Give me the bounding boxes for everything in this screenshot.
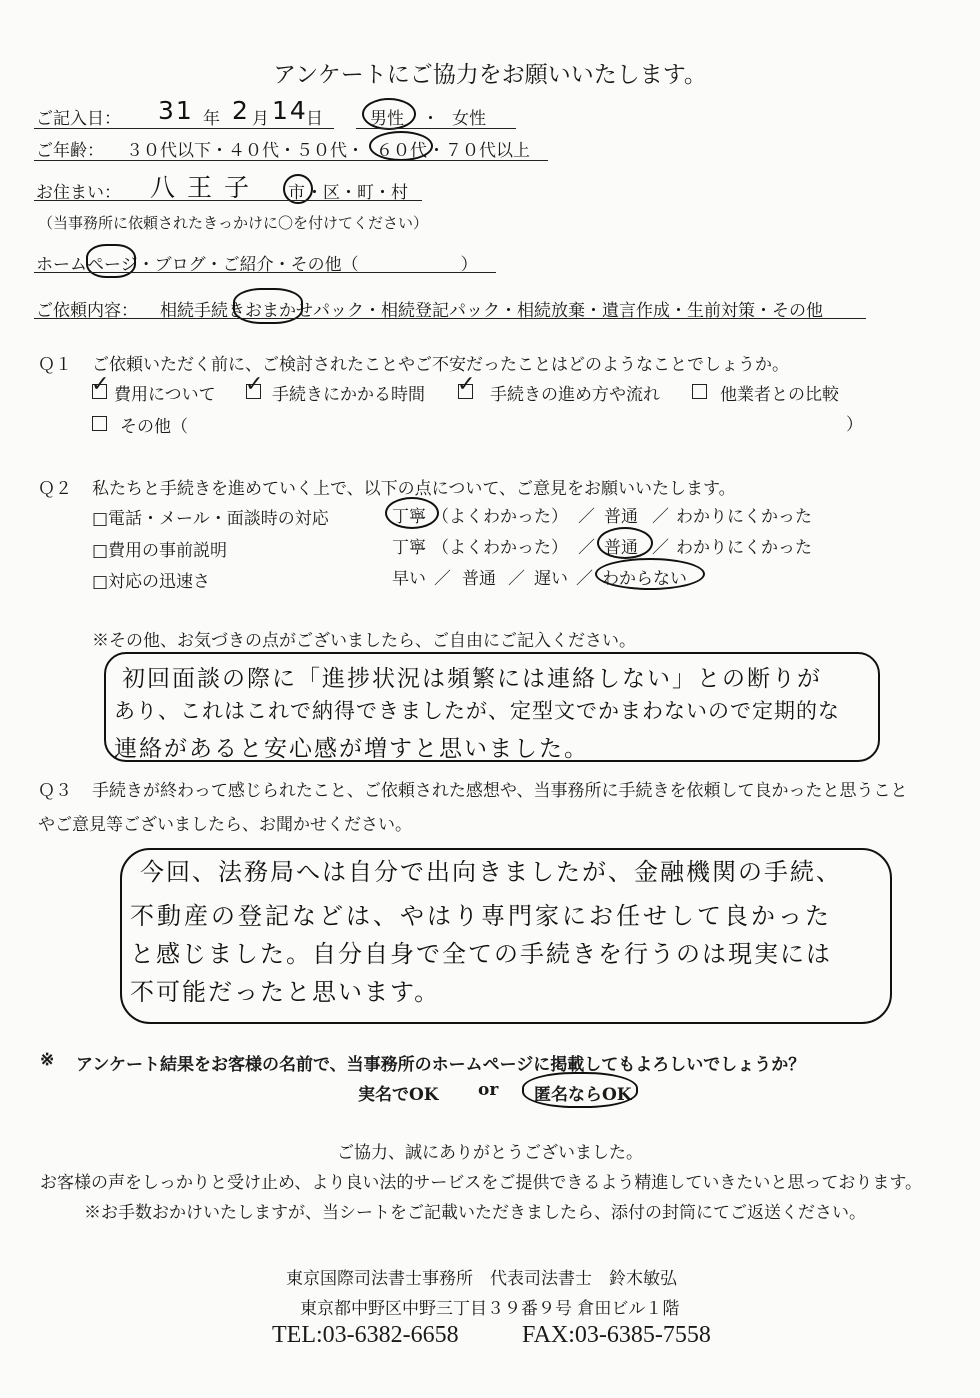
request-options[interactable]: 相続手続きおまかせパック・相続登記パック・相続放棄・遺言作成・生前対策・その他: [160, 301, 823, 321]
trigger-note: （当事務所に依頼されたきっかけに〇を付けてください）: [38, 214, 429, 232]
return-note: ※お手数おかけいたしますが、当シートをご記載いただきましたら、添付の封筒にてご返送ください。: [84, 1203, 866, 1223]
q1-item-time: 手続きにかかる時間: [272, 385, 425, 405]
q2-row1-selected-circle: [385, 497, 439, 529]
q1-item-compare: 他業者との比較: [720, 385, 839, 405]
q3-question-line1: 手続きが終わって感じられたこと、ご依頼された感想や、当事務所に手続きを依頼して良かったと思うこと: [92, 781, 908, 801]
address-city[interactable]: 八王子: [150, 173, 262, 202]
q2-comment-line: 連絡があると安心感が増すと思いました。: [114, 736, 589, 762]
page-title: アンケートにご協力をお願いいたします。: [273, 62, 707, 88]
q2-row2-opt3[interactable]: わかりにくかった: [676, 538, 812, 558]
q2-row1-opt3[interactable]: わかりにくかった: [676, 507, 812, 527]
address-label: お住まい：: [36, 183, 121, 203]
q2-row-label: □対応の迅速さ: [92, 572, 211, 592]
entry-year-unit: 年: [203, 109, 220, 129]
q3-comment-line: 不可能だったと思います。: [130, 978, 441, 1006]
q2-row2-opt1[interactable]: 丁寧: [392, 538, 426, 558]
entry-year[interactable]: 31: [158, 96, 194, 125]
q1-checkbox-cost[interactable]: ✓: [91, 372, 110, 397]
q1-checkbox-flow[interactable]: ✓: [457, 372, 476, 397]
q2-row1-slash: ／: [578, 507, 595, 527]
q3-number: Ｑ３: [38, 781, 72, 801]
office-fax: FAX:03-6385-7558: [522, 1322, 711, 1348]
q3-comment-line: 不動産の登記などは、やはり専門家にお任せして良かった: [130, 902, 832, 930]
request-label: ご依頼内容：: [36, 301, 138, 321]
publish-or: or: [478, 1080, 499, 1100]
publish-real-name[interactable]: 実名でOK: [358, 1085, 439, 1105]
entry-date-label: ご記入日：: [36, 109, 121, 129]
thanks-text: ご協力、誠にありがとうございました。: [337, 1143, 643, 1163]
age-label: ご年齢：: [36, 141, 104, 161]
q2-row-label: □電話・メール・面談時の対応: [92, 509, 329, 529]
q3-comment-line: 今回、法務局へは自分で出向きましたが、金融機関の手続、: [140, 858, 842, 886]
q2-row3-opt2[interactable]: 普通: [462, 569, 496, 589]
q2-row1-slash2: ／: [652, 507, 669, 527]
office-address: 東京都中野区中野三丁目３９番９号 倉田ビル１階: [300, 1299, 680, 1319]
entry-month-unit: 月: [252, 109, 269, 129]
q2-row2-opt1-note: （よくわかった）: [432, 538, 568, 558]
q2-number: Ｑ２: [38, 479, 72, 499]
publish-mark: ※: [40, 1050, 55, 1070]
gender-separator: ・: [422, 109, 439, 129]
q1-checkbox-compare[interactable]: [692, 384, 707, 399]
entry-month[interactable]: 2: [232, 96, 250, 125]
q2-row3-opt3[interactable]: 遅い: [534, 569, 568, 589]
q2-note: ※その他、お気づきの点がございましたら、ご自由にご記入ください。: [92, 631, 636, 651]
q2-row2-slash: ／: [578, 538, 595, 558]
closing-text: お客様の声をしっかりと受け止め、より良い法的サービスをご提供できるよう精進していきたいと思っております。: [40, 1173, 922, 1193]
q1-item-cost: 費用について: [114, 385, 216, 405]
q1-checkbox-time[interactable]: ✓: [245, 372, 264, 397]
q2-row1-opt1-note: （よくわかった）: [432, 507, 568, 527]
q2-row2-selected-circle: [597, 527, 653, 559]
age-selected[interactable]: ６０代: [376, 141, 427, 161]
q2-comment-line: あり、これはこれで納得できましたが、定型文でかまわないので定期的な: [114, 699, 840, 723]
q1-item-flow: 手続きの進め方や流れ: [490, 385, 660, 405]
trigger-options[interactable]: ホームページ・ブログ・ご紹介・その他（ ）: [36, 255, 478, 275]
q1-checkbox-other[interactable]: [92, 416, 107, 431]
age-options[interactable]: ３０代以下・４０代・５０代・: [126, 141, 364, 161]
address-rest: ・区・町・村: [306, 183, 408, 203]
q2-row3-opt1[interactable]: 早い: [392, 569, 426, 589]
address-marker: 市: [288, 183, 305, 203]
q2-row3-selected-circle: [595, 558, 705, 590]
q2-row-label: □費用の事前説明: [92, 541, 228, 561]
q2-row3-opt4[interactable]: わからない: [602, 569, 687, 589]
q2-question: 私たちと手続きを進めていく上で、以下の点について、ご意見をお願いいたします。: [92, 479, 736, 499]
office-name: 東京国際司法書士事務所 代表司法書士 鈴木敏弘: [286, 1269, 677, 1289]
q2-comment-line: 初回面談の際に「進捗状況は頻繁には連絡しない」との断りが: [122, 666, 822, 692]
q1-other-close: ）: [846, 415, 863, 435]
gender-male[interactable]: 男性: [370, 109, 404, 129]
q1-question: ご依頼いただく前に、ご検討されたことやご不安だったことはどのようなことでしょうか。: [92, 355, 789, 375]
q1-number: Ｑ１: [38, 355, 72, 375]
publish-anonymous[interactable]: 匿名ならOK: [534, 1085, 632, 1105]
office-tel[interactable]: TEL:03-6382-6658: [272, 1322, 459, 1348]
entry-day[interactable]: 14: [272, 96, 308, 125]
age-rest[interactable]: ・７０代以上: [428, 141, 530, 161]
q2-row3-slash: ／: [434, 569, 451, 589]
q2-row3-slash3: ／: [576, 569, 593, 589]
publish-selected-circle: [522, 1072, 638, 1108]
gender-selected-circle: [362, 98, 416, 130]
publish-question: アンケート結果をお客様の名前で、当事務所のホームページに掲載してもよろしいでしょうか？: [76, 1055, 806, 1075]
q3-comment-line: と感じました。自分自身で全ての手続きを行うのは現実には: [130, 940, 832, 968]
age-selected-circle: [369, 131, 433, 161]
q2-row2-slash2: ／: [652, 538, 669, 558]
gender-female[interactable]: 女性: [452, 109, 486, 129]
q2-row1-opt2[interactable]: 普通: [604, 507, 638, 527]
q2-row3-slash2: ／: [508, 569, 525, 589]
q2-row1-opt1[interactable]: 丁寧: [392, 507, 426, 527]
q1-other: その他（: [120, 417, 188, 437]
q3-question-line2: やご意見等ございましたら、お聞かせください。: [38, 815, 412, 835]
entry-day-unit: 日: [306, 109, 323, 129]
q2-row2-opt2[interactable]: 普通: [604, 538, 638, 558]
